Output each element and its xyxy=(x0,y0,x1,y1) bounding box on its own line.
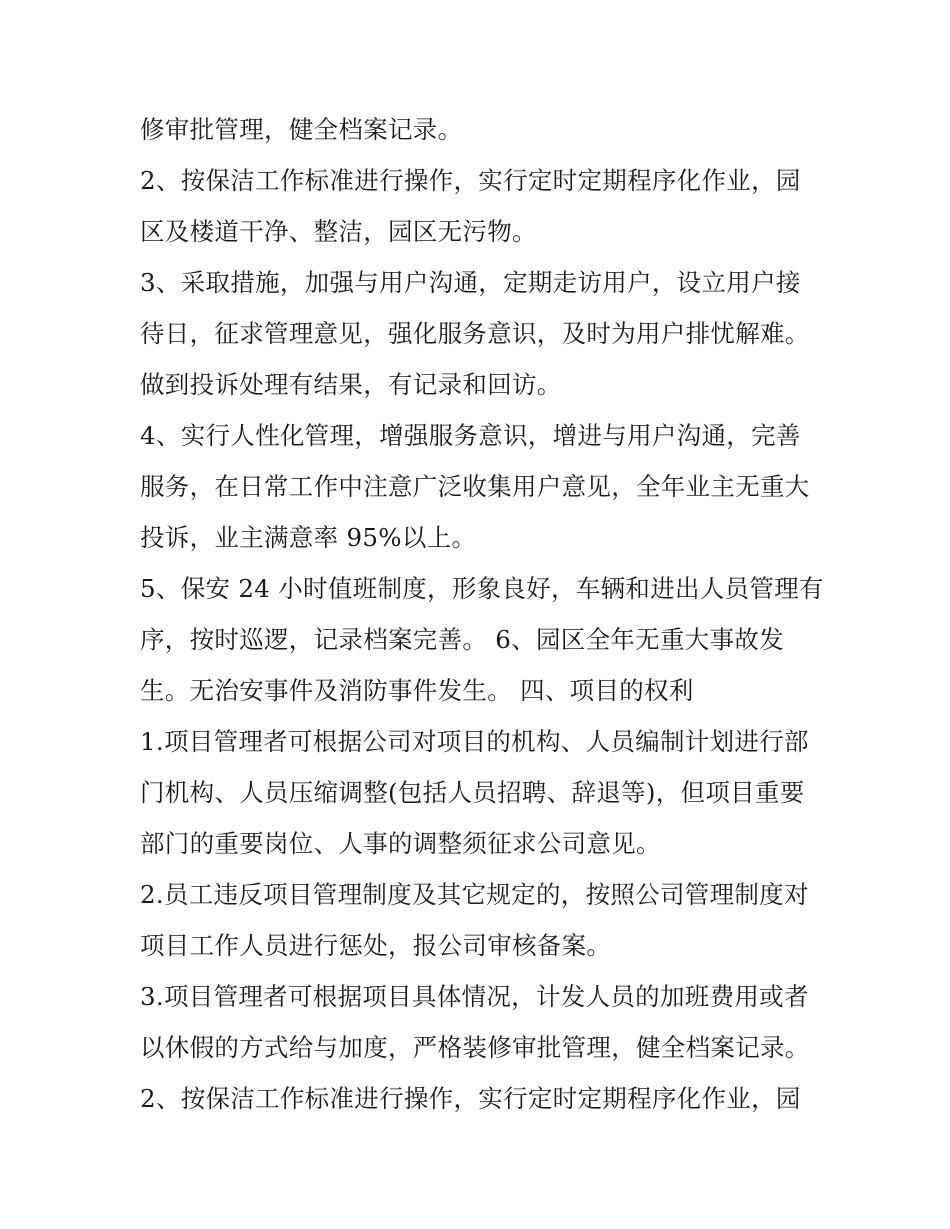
text-line: 2、按保洁工作标准进行操作，实行定时定期程序化作业，园 xyxy=(140,166,801,195)
text-line: 做到投诉处理有结果，有记录和回访。 xyxy=(140,370,562,399)
text-line: 5、保安 24 小时值班制度，形象良好，车辆和进出人员管理有 xyxy=(140,574,824,603)
text-line: 序，按时巡逻，记录档案完善。 6、园区全年无重大事故发 xyxy=(140,625,784,654)
text-line: 服务，在日常工作中注意广泛收集用户意见，全年业主无重大 xyxy=(140,472,810,501)
text-line: 生。无治安事件及消防事件发生。 四、项目的权利 xyxy=(140,676,694,705)
text-line: 待日，征求管理意见，强化服务意识，及时为用户排忧解难。 xyxy=(140,319,810,348)
text-line: 3.项目管理者可根据项目具体情况，计发人员的加班费用或者 xyxy=(140,982,809,1011)
text-line: 以休假的方式给与加度，严格装修审批管理，健全档案记录。 xyxy=(140,1033,810,1062)
text-line: 1.项目管理者可根据公司对项目的机构、人员编制计划进行部 xyxy=(140,727,809,756)
text-line: 部门的重要岗位、人事的调整须征求公司意见。 xyxy=(140,829,661,858)
text-line: 项目工作人员进行惩处，报公司审核备案。 xyxy=(140,931,612,960)
text-line: 4、实行人性化管理，增强服务意识，增进与用户沟通，完善 xyxy=(140,421,801,450)
text-line: 区及楼道干净、整洁，园区无污物。 xyxy=(140,217,537,246)
text-line: 2、按保洁工作标准进行操作，实行定时定期程序化作业，园 xyxy=(140,1084,801,1113)
text-line: 2.员工违反项目管理制度及其它规定的，按照公司管理制度对 xyxy=(140,880,809,909)
text-line: 3、采取措施，加强与用户沟通，定期走访用户，设立用户接 xyxy=(140,268,801,297)
body-text xyxy=(140,104,830,1124)
text-line: 修审批管理，健全档案记录。 xyxy=(140,115,463,144)
text-line: 门机构、人员压缩调整(包括人员招聘、辞退等)，但项目重要 xyxy=(140,778,805,807)
text-line: 投诉，业主满意率 95%以上。 xyxy=(140,523,477,552)
